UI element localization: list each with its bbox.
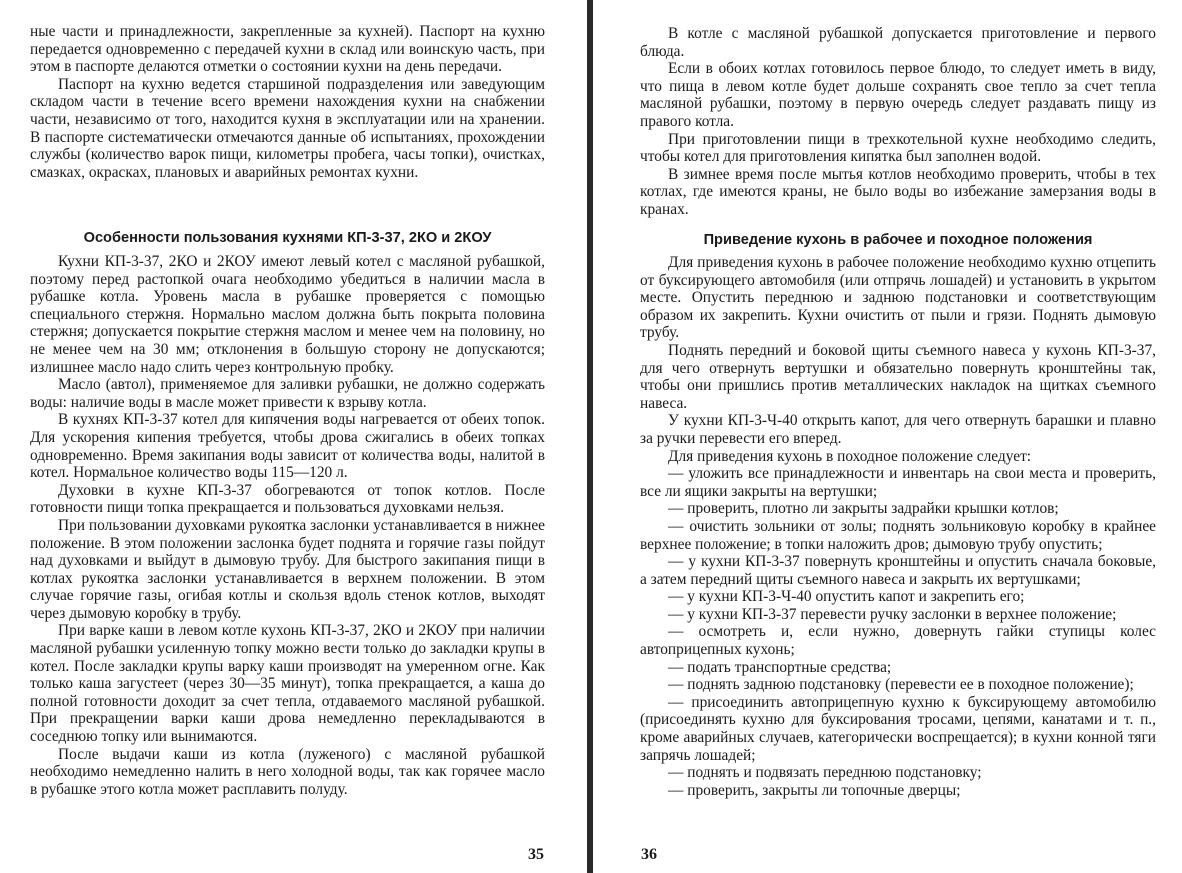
right-boiler-section	[640, 25, 1156, 219]
list-item: — поднять заднюю подстановку (перевести ее в походное положение);	[668, 676, 1134, 694]
section-heading: Приведение кухонь в рабочее и походное положения	[703, 232, 1093, 248]
paragraph: ные части и принадлежности, закрепленные за кухней). Паспорт на кухню передается одновременно с передачей кухни в склад или воинскую часть, при этом в паспорте делаются отметки о состоянии кухни на день передачи.	[30, 23, 545, 76]
paragraph: Для приведения кухонь в рабочее положение необходимо кухню отцепить от буксирующего автомобиля (или отпрячь лошадей) и установить в укрытом месте. Опустить переднюю и заднюю подстановки и соответствующим образом их закрепить. Кухни очистить от пыли и грязи. Поднять дымовую трубу.	[640, 254, 1156, 342]
list-item: — присоединить автоприцепную кухню к буксирующему автомобилю (присоединять кухню для буксирования тросами, цепями, канатами и т. п., кроме аварийных случаев, категорически воспрещается); в кухни конной тяги запрячь лошадей;	[640, 693, 1156, 764]
list-item: — проверить, закрыты ли топочные дверцы;	[668, 781, 961, 799]
list-item: — осмотреть и, если нужно, довернуть гайки ступицы колес автоприцепных кухонь;	[640, 623, 1156, 659]
paragraph: После выдачи каши из котла (луженого) с масляной рубашкой необходимо немедленно налить в него холодной воды, так как горячее масло в рубашке этого котла может расплавить полуду.	[30, 745, 545, 798]
section-heading: Особенности пользования кухнями КП-3-37, 2КО и 2КОУ	[83, 230, 492, 246]
left-heading-wrap	[30, 230, 545, 248]
right-heading-wrap	[640, 232, 1156, 250]
list-item: — у кухни КП-3-37 повернуть кронштейны и опустить сначала боковые, а затем передний щиты съемного навеса и закрыть их вертушками;	[640, 553, 1156, 588]
paragraph: При варке каши в левом котле кухонь КП-3-37, 2КО и 2КОУ при наличии масляной рубашки усиленную топку можно вести только до закладки крупы в котел. После закладки крупы варку каши производят на умеренном огне. Как только каша загустеет (через 30—35 минут), топка прекращается, а каша до полной готовности доходит за счет тепла, отдаваемого масляной рубашкой. При прекращении варки каши дрова немедленно перекладываются в соседнюю топку или вынимаются.	[30, 622, 545, 746]
paragraph: Паспорт на кухню ведется старшиной подразделения или заведующим складом части в течение всего времени нахождения кухни на снабжении части, независимо от того, находится кухня в эксплуатации или на хранении. В паспорте систематически отмечаются данные об испытаниях, прохождении службы (количество варок пищи, километры пробега, часы топки), очистках, смазках, окрасках, плановых и аварийных ремонтах кухни.	[30, 75, 545, 181]
left-passport-section	[30, 23, 545, 181]
paragraph: При приготовлении пищи в трехкотельной кухне необходимо следить, чтобы котел для приготовления кипятка был заполнен водой.	[640, 130, 1156, 166]
list-item: — у кухни КП-3-Ч-40 опустить капот и закрепить его;	[668, 588, 1025, 606]
list-item: — очистить зольники от золы; поднять зольниковую коробку в крайнее верхнее положение; в топки наложить дров; дымовую трубу опустить;	[640, 517, 1156, 553]
paragraph: В зимнее время после мытья котлов необходимо проверить, чтобы в тех котлах, где имеются краны, не было воды во избежание замерзания воды в кранах.	[640, 165, 1156, 218]
paragraph: У кухни КП-3-Ч-40 открыть капот, для чего отвернуть барашки и плавно за ручки перевести его вперед.	[640, 412, 1156, 447]
paragraph: При пользовании духовками рукоятка заслонки устанавливается в нижнее положение. В этом положении заслонка будет поднята и горячие газы пойдут над духовками и выйдут в дымовую трубу. Для быстрого закипания пищи в котлах рукоятка заслонки устанавливается в верхнем положении. В этом случае горячие газы, огибая котлы и скользя вдоль стенок котлов, выходят через дымовую коробку в трубу.	[30, 516, 545, 622]
paragraph: Масло (автол), применяемое для заливки рубашки, не должно содержать воды: наличие воды в масле может привести к взрыву котла.	[30, 376, 545, 411]
list-item: — уложить все принадлежности и инвентарь на свои места и проверить, все ли ящики закрыты на вертушки;	[640, 465, 1156, 500]
page-number-right: 36	[641, 846, 657, 863]
right-page	[640, 0, 1156, 873]
paragraph: Поднять передний и боковой щиты съемного навеса у кухонь КП-3-37, для чего отвернуть вертушки и обязательно повернуть кронштейны так, чтобы они пришлись против металлических накладок на щитках съемного навеса.	[640, 341, 1156, 412]
list-item: — проверить, плотно ли закрыты задрайки крышки котлов;	[668, 500, 1059, 518]
left-usage-section	[30, 253, 545, 798]
list-item: — подать транспортные средства;	[668, 658, 892, 676]
list-item: — у кухни КП-3-37 перевести ручку заслонки в верхнее положение;	[668, 605, 1117, 623]
right-positions-section	[640, 254, 1156, 799]
paragraph: Духовки в кухне КП-3-37 обогреваются от топок котлов. После готовности пищи топка прекращается и пользоваться духовками нельзя.	[30, 481, 545, 517]
paragraph: Для приведения кухонь в походное положение следует:	[668, 447, 1032, 465]
left-page	[30, 0, 545, 873]
paragraph: В кухнях КП-3-37 котел для кипячения воды нагревается от обеих топок. Для ускорения кипения требуется, чтобы дрова сжигались в обеих топках одновременно. Время закипания воды зависит от количества воды, налитой в котел. Нормальное количество воды 115—120 л.	[30, 411, 545, 482]
book-spine	[587, 0, 593, 873]
paragraph: Кухни КП-3-37, 2КО и 2КОУ имеют левый котел с масляной рубашкой, поэтому перед растопкой очага необходимо убедиться в наличии масла в рубашке котла. Уровень масла в рубашке проверяется с помощью специального стержня. Нормально маслом должна быть покрыта половина стержня; допускается покрытие стержня маслом и менее чем на половину, но не менее чем на 30 мм; отклонения в большую сторону не допускаются; излишнее масло надо слить через контрольную пробку.	[30, 253, 545, 376]
page-number-left: 35	[528, 846, 544, 863]
paragraph: Если в обоих котлах готовилось первое блюдо, то следует иметь в виду, что пища в левом котле будет дольше сохранять свое тепло за счет тепла масляной рубашки, поэтому в первую очередь следует раздавать пищу из правого котла.	[640, 60, 1156, 130]
paragraph: В котле с масляной рубашкой допускается приготовление и первого блюда.	[640, 25, 1156, 60]
list-item: — поднять и подвязать переднюю подстановку;	[668, 764, 982, 782]
